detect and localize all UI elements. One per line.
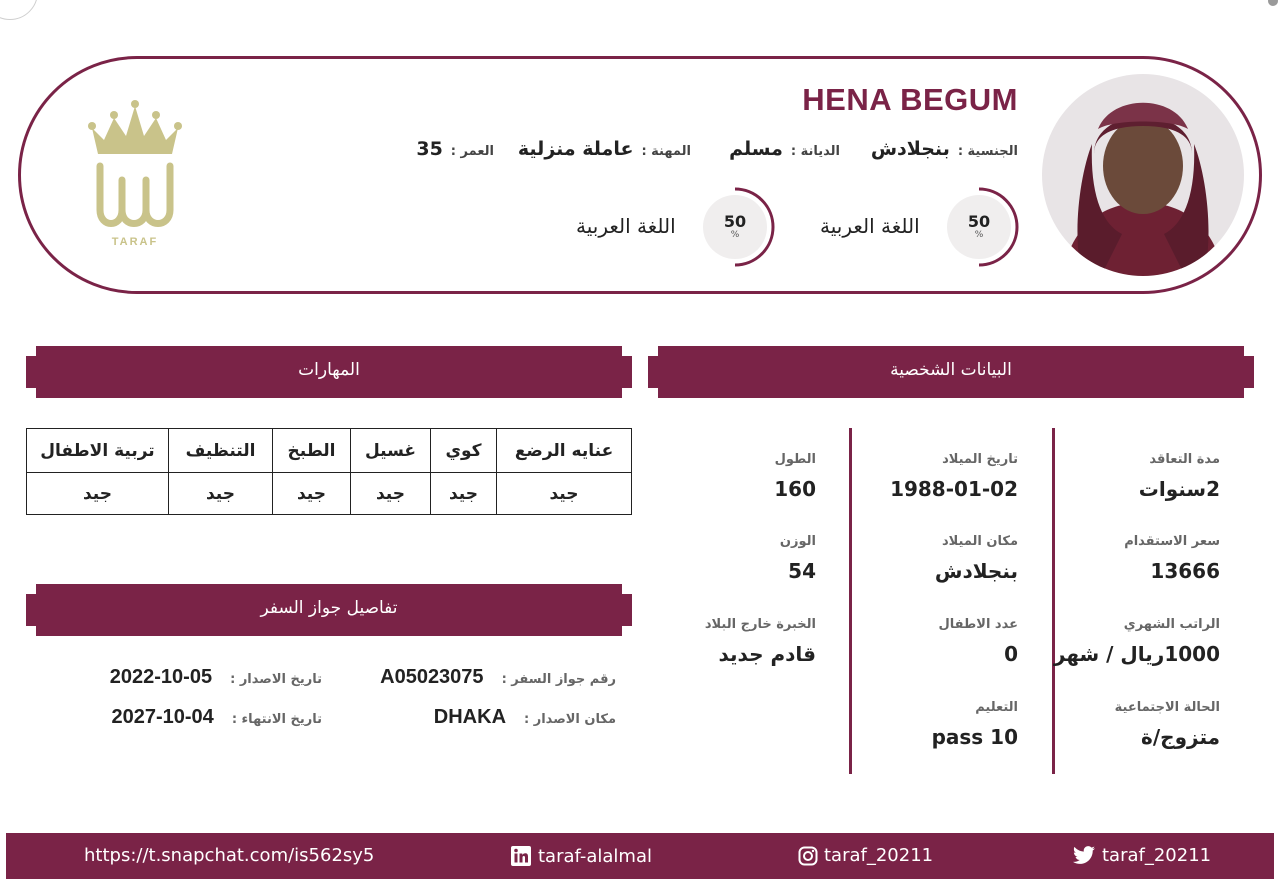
passport-issue-date-label: تاريخ الاصدار : — [230, 672, 322, 687]
skill-level: جيد — [169, 473, 273, 515]
birth-date-value: 1988-01-02 — [890, 477, 1018, 501]
linkedin-link[interactable] — [510, 845, 652, 867]
birth-place-label: مكان الميلاد — [941, 534, 1018, 549]
nationality-value: بنجلادش — [870, 138, 950, 160]
experience-label: الخبرة خارج البلاد — [704, 617, 816, 632]
skills-value-row — [27, 473, 632, 515]
monthly-salary — [1020, 617, 1220, 666]
instagram-link-text[interactable]: taraf_20211 — [824, 845, 934, 866]
instagram-icon — [798, 846, 818, 866]
skill-name: تربية الاطفال — [27, 429, 169, 473]
nationality-row — [871, 138, 1018, 160]
birth-date — [838, 452, 1018, 501]
contract-duration-value: 2سنوات — [1138, 477, 1220, 501]
skill-level: جيد — [431, 473, 497, 515]
marital-status — [1040, 700, 1220, 749]
education — [838, 700, 1018, 749]
language-percent-sign: % — [974, 230, 984, 240]
skill-level: جيد — [273, 473, 351, 515]
birth-date-label: تاريخ الميلاد — [942, 452, 1018, 467]
monthly-salary-value: 1000ريال / شهر — [1053, 642, 1220, 666]
twitter-link[interactable] — [1072, 845, 1211, 866]
children-count — [838, 617, 1018, 666]
recruitment-price-label: سعر الاستقدام — [1124, 534, 1220, 549]
scrollbar-thumb[interactable] — [1268, 0, 1278, 6]
skill-name: كوي — [431, 429, 497, 473]
language-percent-sign: % — [730, 230, 740, 240]
height — [636, 452, 816, 501]
marital-status-value: متزوج/ة — [1141, 725, 1220, 749]
taraf-logo — [82, 100, 188, 250]
children-count-label: عدد الاطفال — [938, 617, 1018, 632]
religion-row — [729, 138, 840, 160]
language-name: اللغة العربية — [576, 214, 676, 238]
corner-decoration — [0, 0, 38, 20]
nationality-label: الجنسية : — [957, 144, 1018, 159]
height-value: 160 — [774, 477, 816, 501]
height-label: الطول — [774, 452, 816, 467]
twitter-icon — [1072, 846, 1096, 866]
contract-duration — [1040, 452, 1220, 501]
passport-issue-place-label: مكان الاصدار : — [524, 712, 616, 727]
skill-name: غسيل — [351, 429, 431, 473]
monthly-salary-label: الراتب الشهري — [1123, 617, 1220, 632]
birth-place-value: بنجلادش — [934, 559, 1018, 583]
profession-label: المهنة : — [641, 144, 691, 159]
linkedin-icon — [510, 845, 532, 867]
experience — [636, 617, 816, 666]
skill-name: التنظيف — [169, 429, 273, 473]
weight-value: 54 — [788, 559, 816, 583]
religion-label: الديانة : — [790, 144, 840, 159]
experience-value: قادم جديد — [718, 642, 816, 666]
recruitment-price — [1040, 534, 1220, 583]
education-value: 10 pass — [931, 725, 1018, 749]
passport-issue-place-value: DHAKA — [433, 706, 507, 728]
skills-header — [26, 346, 632, 398]
skill-name: الطبخ — [273, 429, 351, 473]
skills-header-row — [27, 429, 632, 473]
logo-text: TARAF — [111, 236, 159, 248]
language-skill — [946, 186, 1096, 268]
profession-row — [518, 138, 691, 160]
age-value: 35 — [416, 138, 443, 160]
language-skill — [702, 186, 852, 268]
skills-title: المهارات — [298, 360, 360, 380]
passport-number-label: رقم جواز السفر : — [501, 672, 616, 687]
recruitment-price-value: 13666 — [1150, 559, 1220, 583]
passport-expiry-date-value: 2027-10-04 — [111, 706, 214, 728]
linkedin-link-text[interactable]: taraf-alalmal — [538, 845, 652, 867]
skill-name: عنايه الرضع — [497, 429, 632, 473]
education-label: التعليم — [975, 700, 1018, 715]
language-percent: 50 — [723, 212, 747, 231]
contact-footer — [6, 833, 1274, 879]
skill-level: جيد — [497, 473, 632, 515]
passport-number — [380, 666, 616, 689]
passport-header — [26, 584, 632, 636]
weight-label: الوزن — [779, 534, 816, 549]
passport-issue-date — [110, 666, 322, 689]
age-row — [416, 138, 494, 160]
passport-expiry-date-label: تاريخ الانتهاء : — [231, 712, 322, 727]
profession-value: عاملة منزلية — [517, 138, 634, 160]
personal-data-title: البيانات الشخصية — [890, 360, 1012, 380]
language-percent: 50 — [967, 212, 991, 231]
passport-issue-date-value: 2022-10-05 — [109, 666, 213, 688]
skills-table — [26, 428, 632, 515]
weight — [636, 534, 816, 583]
birth-place — [838, 534, 1018, 583]
passport-issue-place — [434, 706, 616, 729]
language-name: اللغة العربية — [820, 214, 920, 238]
skill-level: جيد — [27, 473, 169, 515]
marital-status-label: الحالة الاجتماعية — [1114, 700, 1220, 715]
age-label: العمر : — [450, 144, 494, 159]
personal-data-header — [648, 346, 1254, 398]
snapchat-link-text[interactable]: https://t.snapchat.com/is562sy5 — [84, 845, 375, 866]
passport-expiry-date — [112, 706, 323, 729]
snapchat-link[interactable] — [84, 845, 374, 866]
passport-title: تفاصيل جواز السفر — [260, 598, 398, 618]
children-count-value: 0 — [1004, 642, 1018, 666]
worker-name: HENA BEGUM — [802, 82, 1018, 117]
skill-level: جيد — [351, 473, 431, 515]
twitter-link-text[interactable]: taraf_20211 — [1102, 845, 1212, 866]
instagram-link[interactable] — [798, 845, 933, 866]
contract-duration-label: مدة التعاقد — [1149, 452, 1220, 467]
religion-value: مسلم — [729, 138, 783, 160]
passport-number-value: A05023075 — [380, 666, 484, 688]
